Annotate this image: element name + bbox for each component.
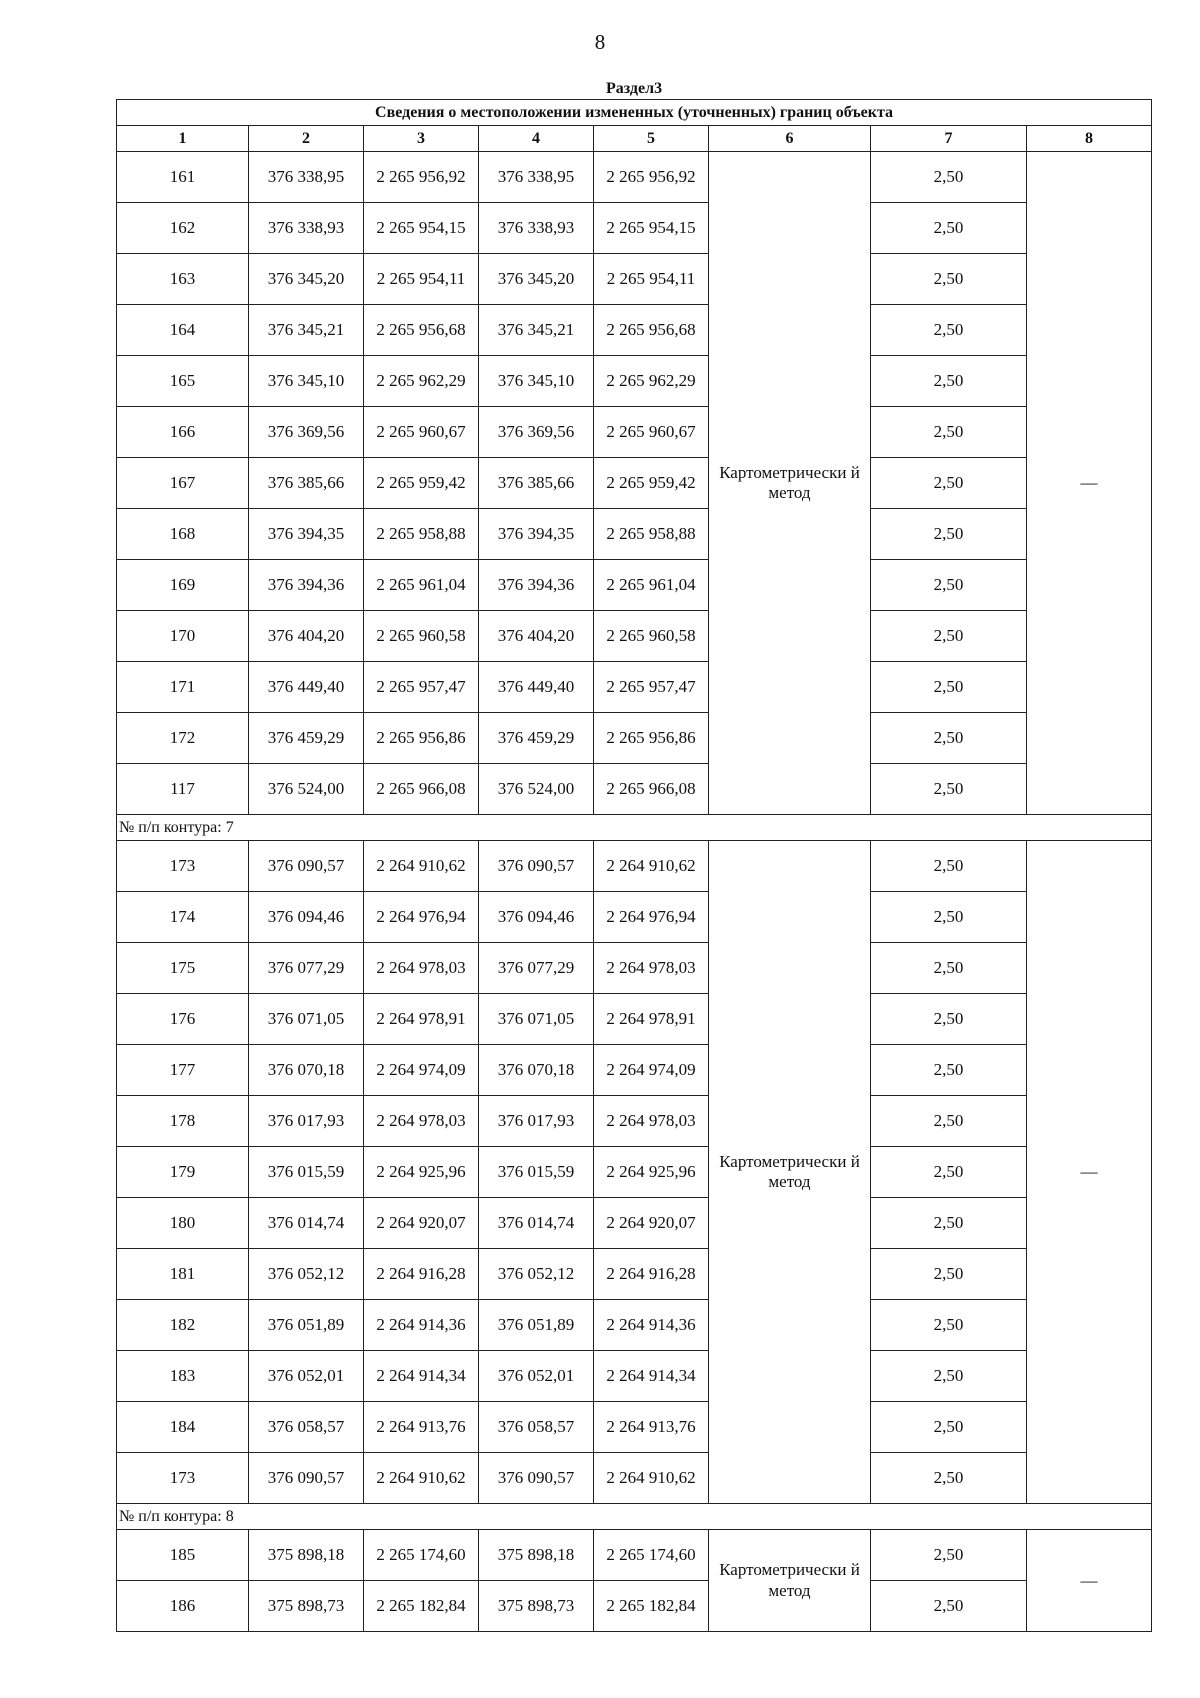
coordinate-cell: 2 264 978,03 <box>594 943 709 994</box>
table-row <box>117 1096 1152 1147</box>
coordinate-cell: 2 264 920,07 <box>364 1198 479 1249</box>
point-number-cell: 185 <box>117 1530 249 1581</box>
table-row <box>117 1198 1152 1249</box>
accuracy-cell: 2,50 <box>871 994 1027 1045</box>
coordinate-cell: 376 094,46 <box>249 892 364 943</box>
table-row <box>117 305 1152 356</box>
accuracy-cell: 2,50 <box>871 203 1027 254</box>
coordinate-cell: 376 459,29 <box>479 713 594 764</box>
coordinate-cell: 376 017,93 <box>479 1096 594 1147</box>
column-header: 4 <box>479 126 594 152</box>
coordinate-cell: 376 014,74 <box>249 1198 364 1249</box>
accuracy-cell: 2,50 <box>871 356 1027 407</box>
accuracy-cell: 2,50 <box>871 1530 1027 1581</box>
column-header: 1 <box>117 126 249 152</box>
coordinate-cell: 2 265 961,04 <box>364 560 479 611</box>
coordinate-cell: 376 090,57 <box>249 1453 364 1504</box>
coordinate-cell: 2 265 956,86 <box>594 713 709 764</box>
accuracy-cell: 2,50 <box>871 1045 1027 1096</box>
point-number-cell: 162 <box>117 203 249 254</box>
coordinate-cell: 376 459,29 <box>249 713 364 764</box>
coordinate-cell: 375 898,18 <box>479 1530 594 1581</box>
coordinate-cell: 376 052,01 <box>479 1351 594 1402</box>
coordinate-cell: 376 394,36 <box>479 560 594 611</box>
coordinate-cell: 376 051,89 <box>479 1300 594 1351</box>
point-number-cell: 181 <box>117 1249 249 1300</box>
method-cell: Картометрически й метод <box>709 152 871 815</box>
point-number-cell: 184 <box>117 1402 249 1453</box>
coordinate-cell: 376 345,10 <box>249 356 364 407</box>
table-row <box>117 662 1152 713</box>
point-number-cell: 163 <box>117 254 249 305</box>
point-number-cell: 165 <box>117 356 249 407</box>
coordinate-cell: 2 264 914,36 <box>364 1300 479 1351</box>
coordinate-cell: 376 338,95 <box>249 152 364 203</box>
coordinate-cell: 2 265 962,29 <box>594 356 709 407</box>
coordinate-cell: 375 898,73 <box>479 1581 594 1632</box>
accuracy-cell: 2,50 <box>871 458 1027 509</box>
coordinate-cell: 2 264 976,94 <box>364 892 479 943</box>
coordinate-cell: 2 264 916,28 <box>594 1249 709 1300</box>
coordinate-cell: 2 265 182,84 <box>594 1581 709 1632</box>
coordinate-cell: 376 014,74 <box>479 1198 594 1249</box>
point-number-cell: 173 <box>117 1453 249 1504</box>
coordinate-cell: 376 385,66 <box>479 458 594 509</box>
coordinate-cell: 376 345,21 <box>249 305 364 356</box>
coordinate-cell: 376 394,35 <box>249 509 364 560</box>
point-number-cell: 186 <box>117 1581 249 1632</box>
point-number-cell: 182 <box>117 1300 249 1351</box>
coordinate-cell: 376 385,66 <box>249 458 364 509</box>
coordinate-cell: 2 265 960,58 <box>594 611 709 662</box>
table-row <box>117 841 1152 892</box>
point-number-cell: 172 <box>117 713 249 764</box>
coordinate-cell: 376 345,20 <box>479 254 594 305</box>
column-8-cell: — <box>1027 152 1152 815</box>
point-number-cell: 161 <box>117 152 249 203</box>
coordinate-cell: 2 264 974,09 <box>364 1045 479 1096</box>
accuracy-cell: 2,50 <box>871 560 1027 611</box>
coordinate-cell: 376 052,12 <box>479 1249 594 1300</box>
coordinate-cell: 2 264 978,91 <box>364 994 479 1045</box>
contour-label: № п/п контура: 7 <box>117 815 1152 841</box>
coordinate-cell: 375 898,18 <box>249 1530 364 1581</box>
table-row <box>117 254 1152 305</box>
accuracy-cell: 2,50 <box>871 1198 1027 1249</box>
table-row <box>117 152 1152 203</box>
column-header: 3 <box>364 126 479 152</box>
coordinate-cell: 2 265 954,11 <box>594 254 709 305</box>
table-row <box>117 1530 1152 1581</box>
method-cell: Картометрически й метод <box>709 1530 871 1632</box>
point-number-cell: 169 <box>117 560 249 611</box>
accuracy-cell: 2,50 <box>871 841 1027 892</box>
coordinate-cell: 2 265 962,29 <box>364 356 479 407</box>
coordinate-cell: 2 265 956,68 <box>364 305 479 356</box>
table-row <box>117 1147 1152 1198</box>
coordinate-cell: 376 404,20 <box>249 611 364 662</box>
accuracy-cell: 2,50 <box>871 1351 1027 1402</box>
accuracy-cell: 2,50 <box>871 1147 1027 1198</box>
coordinate-cell: 376 090,57 <box>479 1453 594 1504</box>
coordinate-cell: 2 265 966,08 <box>364 764 479 815</box>
coordinate-cell: 376 070,18 <box>249 1045 364 1096</box>
coordinate-cell: 2 265 958,88 <box>594 509 709 560</box>
coordinate-cell: 2 264 914,34 <box>364 1351 479 1402</box>
coordinate-cell: 2 264 925,96 <box>364 1147 479 1198</box>
coordinate-cell: 376 052,12 <box>249 1249 364 1300</box>
accuracy-cell: 2,50 <box>871 892 1027 943</box>
coordinate-cell: 2 265 954,11 <box>364 254 479 305</box>
point-number-cell: 178 <box>117 1096 249 1147</box>
accuracy-cell: 2,50 <box>871 662 1027 713</box>
point-number-cell: 171 <box>117 662 249 713</box>
coordinate-cell: 376 338,93 <box>479 203 594 254</box>
point-number-cell: 170 <box>117 611 249 662</box>
coordinate-cell: 2 265 959,42 <box>364 458 479 509</box>
table-row <box>117 1351 1152 1402</box>
coordinate-cell: 2 265 954,15 <box>594 203 709 254</box>
accuracy-cell: 2,50 <box>871 1581 1027 1632</box>
coordinate-cell: 2 264 978,03 <box>594 1096 709 1147</box>
coordinate-cell: 376 369,56 <box>479 407 594 458</box>
coordinate-cell: 2 264 910,62 <box>364 841 479 892</box>
table-row <box>117 943 1152 994</box>
table-row <box>117 764 1152 815</box>
coordinate-cell: 376 338,93 <box>249 203 364 254</box>
coordinate-cell: 376 070,18 <box>479 1045 594 1096</box>
coordinate-cell: 376 345,20 <box>249 254 364 305</box>
column-header: 2 <box>249 126 364 152</box>
table-row <box>117 1402 1152 1453</box>
point-number-cell: 183 <box>117 1351 249 1402</box>
table-row <box>117 892 1152 943</box>
boundary-table <box>116 79 1152 1632</box>
coordinate-cell: 2 265 961,04 <box>594 560 709 611</box>
coordinate-cell: 376 345,21 <box>479 305 594 356</box>
accuracy-cell: 2,50 <box>871 1453 1027 1504</box>
coordinate-cell: 2 265 956,92 <box>364 152 479 203</box>
coordinate-cell: 2 265 956,68 <box>594 305 709 356</box>
point-number-cell: 117 <box>117 764 249 815</box>
accuracy-cell: 2,50 <box>871 407 1027 458</box>
section-title: Раздел3 <box>606 80 663 97</box>
coordinate-cell: 376 077,29 <box>249 943 364 994</box>
coordinate-cell: 2 264 978,03 <box>364 1096 479 1147</box>
coordinate-cell: 376 394,35 <box>479 509 594 560</box>
coordinate-cell: 376 090,57 <box>249 841 364 892</box>
coordinate-cell: 376 052,01 <box>249 1351 364 1402</box>
coordinate-cell: 2 264 913,76 <box>594 1402 709 1453</box>
point-number-cell: 166 <box>117 407 249 458</box>
coordinate-cell: 376 094,46 <box>479 892 594 943</box>
coordinate-cell: 2 264 920,07 <box>594 1198 709 1249</box>
coordinate-cell: 376 017,93 <box>249 1096 364 1147</box>
table-row <box>117 1581 1152 1632</box>
coordinate-cell: 2 265 174,60 <box>594 1530 709 1581</box>
column-header-row <box>117 126 1152 152</box>
accuracy-cell: 2,50 <box>871 152 1027 203</box>
point-number-cell: 168 <box>117 509 249 560</box>
coordinate-cell: 2 265 182,84 <box>364 1581 479 1632</box>
coordinate-cell: 2 265 958,88 <box>364 509 479 560</box>
coordinate-cell: 2 265 960,67 <box>594 407 709 458</box>
column-header: 6 <box>709 126 871 152</box>
accuracy-cell: 2,50 <box>871 713 1027 764</box>
accuracy-cell: 2,50 <box>871 943 1027 994</box>
coordinate-cell: 376 015,59 <box>479 1147 594 1198</box>
coordinate-cell: 2 265 954,15 <box>364 203 479 254</box>
table-row <box>117 509 1152 560</box>
point-number-cell: 179 <box>117 1147 249 1198</box>
point-number-cell: 180 <box>117 1198 249 1249</box>
accuracy-cell: 2,50 <box>871 509 1027 560</box>
accuracy-cell: 2,50 <box>871 305 1027 356</box>
coordinate-cell: 2 264 978,91 <box>594 994 709 1045</box>
column-8-cell: — <box>1027 841 1152 1504</box>
table-row <box>117 1045 1152 1096</box>
accuracy-cell: 2,50 <box>871 1096 1027 1147</box>
coordinate-cell: 376 449,40 <box>249 662 364 713</box>
table-row <box>117 994 1152 1045</box>
point-number-cell: 173 <box>117 841 249 892</box>
table-row <box>117 1300 1152 1351</box>
coordinate-cell: 376 404,20 <box>479 611 594 662</box>
point-number-cell: 177 <box>117 1045 249 1096</box>
table-row <box>117 611 1152 662</box>
coordinate-cell: 376 394,36 <box>249 560 364 611</box>
table-row <box>117 356 1152 407</box>
coordinate-cell: 2 264 910,62 <box>364 1453 479 1504</box>
column-header: 8 <box>1027 126 1152 152</box>
page-number: 8 <box>594 30 606 54</box>
coordinate-cell: 2 264 910,62 <box>594 1453 709 1504</box>
accuracy-cell: 2,50 <box>871 764 1027 815</box>
table-row <box>117 1249 1152 1300</box>
accuracy-cell: 2,50 <box>871 1249 1027 1300</box>
coordinate-cell: 376 338,95 <box>479 152 594 203</box>
method-cell: Картометрически й метод <box>709 841 871 1504</box>
coordinate-cell: 2 265 957,47 <box>594 662 709 713</box>
point-number-cell: 174 <box>117 892 249 943</box>
coordinate-cell: 376 071,05 <box>249 994 364 1045</box>
contour-row <box>117 815 1152 841</box>
coordinate-cell: 2 265 959,42 <box>594 458 709 509</box>
table-title: Сведения о местоположении измененных (уточненных) границ объекта <box>117 100 1152 126</box>
accuracy-cell: 2,50 <box>871 254 1027 305</box>
point-number-cell: 175 <box>117 943 249 994</box>
table-row <box>117 1453 1152 1504</box>
coordinate-cell: 375 898,73 <box>249 1581 364 1632</box>
coordinate-cell: 2 264 978,03 <box>364 943 479 994</box>
coordinate-cell: 376 071,05 <box>479 994 594 1045</box>
coordinate-cell: 2 264 914,36 <box>594 1300 709 1351</box>
accuracy-cell: 2,50 <box>871 1402 1027 1453</box>
point-number-cell: 176 <box>117 994 249 1045</box>
coordinate-cell: 376 524,00 <box>249 764 364 815</box>
table-row <box>117 458 1152 509</box>
coordinate-cell: 2 265 956,86 <box>364 713 479 764</box>
coordinate-cell: 376 449,40 <box>479 662 594 713</box>
point-number-cell: 164 <box>117 305 249 356</box>
contour-row <box>117 1504 1152 1530</box>
table-row <box>117 560 1152 611</box>
coordinate-cell: 376 345,10 <box>479 356 594 407</box>
accuracy-cell: 2,50 <box>871 1300 1027 1351</box>
point-number-cell: 167 <box>117 458 249 509</box>
coordinate-cell: 2 264 916,28 <box>364 1249 479 1300</box>
coordinate-cell: 376 524,00 <box>479 764 594 815</box>
coordinate-cell: 376 090,57 <box>479 841 594 892</box>
coordinate-cell: 2 264 974,09 <box>594 1045 709 1096</box>
coordinate-cell: 376 369,56 <box>249 407 364 458</box>
coordinate-cell: 376 058,57 <box>479 1402 594 1453</box>
coordinate-cell: 2 265 960,58 <box>364 611 479 662</box>
coordinate-cell: 2 264 914,34 <box>594 1351 709 1402</box>
contour-label: № п/п контура: 8 <box>117 1504 1152 1530</box>
coordinate-cell: 2 265 174,60 <box>364 1530 479 1581</box>
coordinate-cell: 2 264 925,96 <box>594 1147 709 1198</box>
column-8-cell: — <box>1027 1530 1152 1632</box>
accuracy-cell: 2,50 <box>871 611 1027 662</box>
coordinate-cell: 2 264 976,94 <box>594 892 709 943</box>
coordinate-cell: 2 265 957,47 <box>364 662 479 713</box>
table-row <box>117 407 1152 458</box>
coordinate-cell: 376 058,57 <box>249 1402 364 1453</box>
coordinate-cell: 376 015,59 <box>249 1147 364 1198</box>
coordinate-cell: 2 264 913,76 <box>364 1402 479 1453</box>
coordinate-cell: 376 077,29 <box>479 943 594 994</box>
column-header: 7 <box>871 126 1027 152</box>
coordinate-cell: 2 265 966,08 <box>594 764 709 815</box>
coordinate-cell: 2 265 960,67 <box>364 407 479 458</box>
coordinate-cell: 376 051,89 <box>249 1300 364 1351</box>
coordinate-cell: 2 264 910,62 <box>594 841 709 892</box>
coordinate-cell: 2 265 956,92 <box>594 152 709 203</box>
column-header: 5 <box>594 126 709 152</box>
table-row <box>117 203 1152 254</box>
table-row <box>117 713 1152 764</box>
